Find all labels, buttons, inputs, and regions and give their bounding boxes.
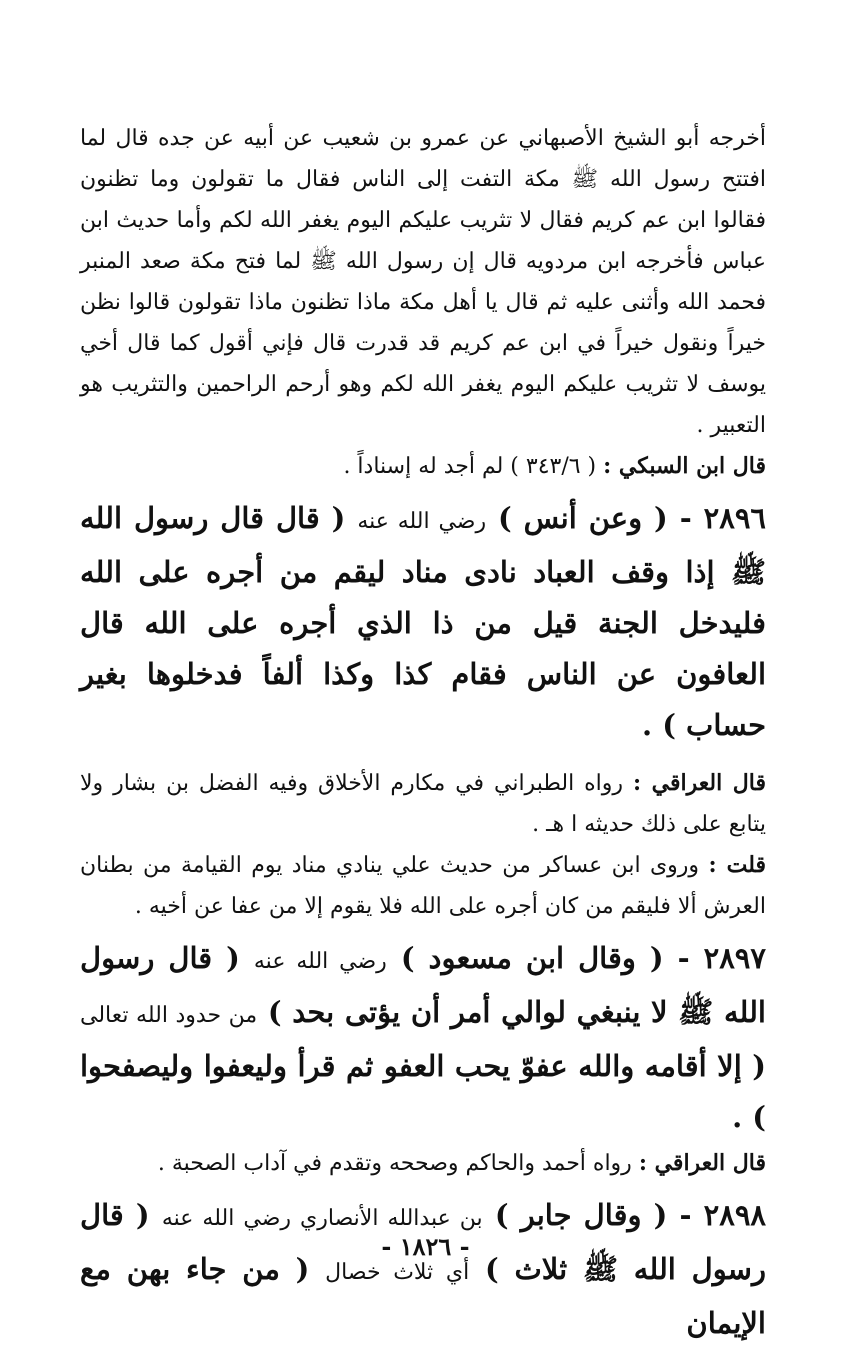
paragraph-iraqi-2: [80, 1143, 766, 1184]
commentator-label: قال العراقي :: [638, 1150, 766, 1176]
paragraph-text: أخرجه أبو الشيخ الأصبهاني عن عمرو بن شعيب عن أبيه عن جده قال لما افتتح رسول الله ﷺ مكة التفت إلى الناس فقال ما تقولون وما تظنون فقالوا ابن عم كريم فقال لا تثريب عليكم اليوم يغفر الله لكم وأما حديث ابن عباس فأخرجه ابن مردويه قال إن رسول الله ﷺ لما فتح مكة صعد المنبر فحمد الله وأثنى عليه ثم قال يا أهل مكة ماذا تظنون ماذا تقولون قالوا نظن خيراً ونقول خيراً في ابن عم كريم قد قدرت قال فإني أقول كما قال أخي يوسف لا تثريب عليكم اليوم يغفر الله لكم وهو أرحم الراحمين والتثريب هو التعبير .: [80, 126, 766, 438]
page-body: [80, 118, 766, 1349]
paragraph-subki: [80, 446, 766, 487]
hadith-number: ٢٨٩٨ - ( وقال جابر ): [494, 1198, 766, 1232]
hadith-narrator-note: رضي الله عنه: [253, 949, 387, 974]
paragraph-iraqi-1: [80, 763, 766, 845]
commentary-text: رواه الطبراني في مكارم الأخلاق وفيه الفضل بن بشار ولا يتابع على ذلك حديثه ا هـ .: [80, 771, 766, 837]
hadith-2898: [80, 1190, 766, 1349]
commentary-text: وروى ابن عساكر من حديث علي ينادي مناد يوم القيامة من بطنان العرش ألا فليقم من كان أجره على الله فلا يقوم إلا من عفا عن أخيه .: [80, 853, 766, 919]
hadith-text: ( قال رسول الله ﷺ ثلاث ): [80, 1198, 766, 1286]
hadith-number: ٢٨٩٧ - ( وقال ابن مسعود ): [400, 941, 766, 975]
commentator-label: قال العراقي :: [632, 770, 766, 796]
hadith-gloss: أي ثلاث خصال: [325, 1260, 470, 1285]
commentator-label: قال ابن السبكي :: [603, 453, 766, 479]
hadith-gloss: من حدود الله تعالى: [80, 1003, 258, 1028]
hadith-text-cont: ( من جاء بهن مع الإيمان: [80, 1252, 766, 1340]
hadith-2896: [80, 493, 766, 751]
hadith-narrator-note: رضي الله عنه: [357, 509, 487, 534]
commentator-label: قلت :: [708, 852, 767, 878]
hadith-number: ٢٨٩٦ - ( وعن أنس ): [498, 501, 766, 535]
paragraph-qultu: [80, 845, 766, 927]
commentary-text: ( ٣٤٣/٦ ) لم أجد له إسناداً .: [343, 454, 597, 479]
paragraph-takhrij: [80, 118, 766, 446]
hadith-text: ( قال رسول الله ﷺ لا ينبغي لوالي أمر أن يؤتى بحد ): [80, 941, 766, 1029]
page-number: - ١٨٢٦ -: [381, 1232, 470, 1261]
hadith-text-cont: ( إلا أقامه والله عفوّ يحب العفو ثم قرأ وليعفوا وليصفحوا ) .: [80, 1049, 766, 1134]
commentary-text: رواه أحمد والحاكم وصححه وتقدم في آداب الصحبة .: [157, 1151, 632, 1176]
hadith-narrator-note: بن عبدالله الأنصاري رضي الله عنه: [161, 1206, 483, 1231]
hadith-text: ( قال قال رسول الله ﷺ إذا وقف العباد نادى مناد ليقم من أجره على الله فليدخل الجنة قيل من ذا الذي أجره على الله قال العافون عن الناس فقام كذا وكذا ألفاً فدخلوها بغير حساب ) .: [80, 501, 766, 742]
hadith-2897: [80, 933, 766, 1143]
